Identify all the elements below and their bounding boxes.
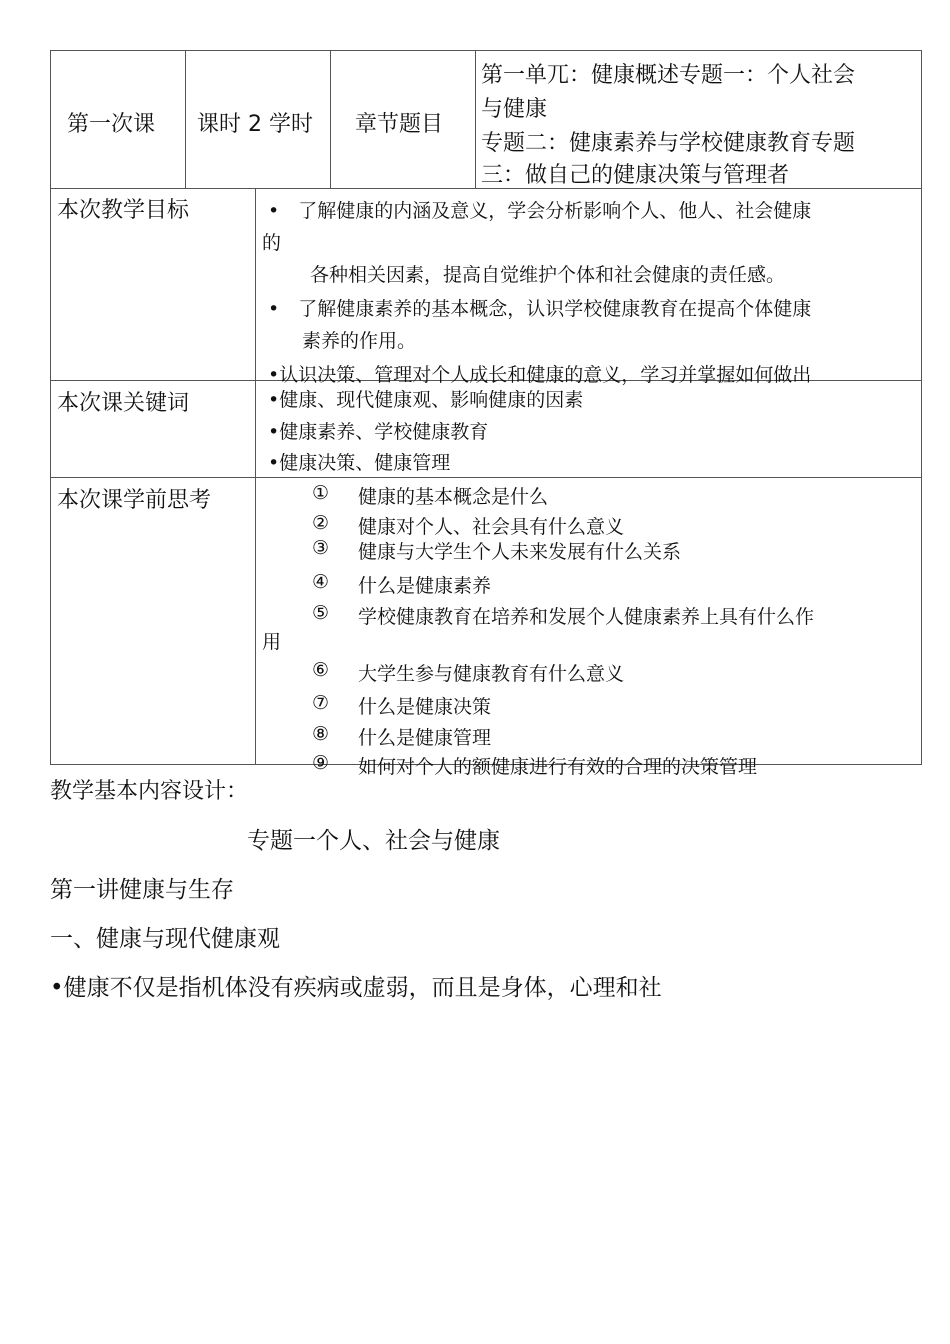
lecture-title: 第一讲健康与生存	[50, 877, 234, 903]
question-number: ④	[312, 571, 330, 593]
keyword-line: •健康决策、健康管理	[268, 452, 451, 474]
objectives-label: 本次教学目标	[57, 198, 190, 223]
topic-title: 专题一个人、社会与健康	[247, 828, 500, 854]
keywords-label: 本次课关键词	[57, 391, 190, 416]
table-divider-col2	[330, 50, 331, 188]
question-text: 什么是健康素养	[358, 575, 492, 597]
lesson-number: 第一次课	[67, 112, 156, 137]
question-number: ⑥	[312, 659, 330, 681]
question-text: 如何对个人的额健康进行有效的合理的决策管理	[358, 756, 758, 778]
chapter-title-line: 与健康	[481, 97, 548, 122]
table-divider-col3	[475, 50, 476, 188]
question-number: ⑨	[312, 752, 330, 774]
table-divider-col1	[185, 50, 186, 188]
keyword-line: •健康素养、学校健康教育	[268, 421, 489, 443]
chapter-label: 章节题目	[355, 112, 444, 137]
body-paragraph: •健康不仅是指机体没有疾病或虚弱，而且是身体，心理和社	[50, 975, 662, 1001]
question-number: ⑦	[312, 692, 330, 714]
question-text: 健康与大学生个人未来发展有什么关系	[358, 541, 682, 563]
objective-line: 的	[262, 232, 282, 254]
table-border-top	[50, 50, 922, 51]
objective-line: 素养的作用。	[302, 330, 417, 352]
question-text: 学校健康教育在培养和发展个人健康素养上具有什么作	[358, 606, 815, 628]
objective-line: • 了解健康素养的基本概念，认识学校健康教育在提高个体健康	[268, 298, 812, 320]
design-title: 教学基本内容设计：	[50, 779, 249, 804]
question-text: 健康对个人、社会具有什么意义	[358, 516, 625, 538]
question-wrap: 用	[262, 631, 282, 653]
chapter-title-line: 三：做自己的健康决策与管理者	[481, 163, 790, 188]
objective-line: • 了解健康的内涵及意义，学会分析影响个人、他人、社会健康	[268, 200, 812, 222]
question-number: ②	[312, 512, 330, 534]
lesson-hours: 课时 2 学时	[197, 112, 313, 137]
question-number: ③	[312, 537, 330, 559]
chapter-title-line: 专题二：健康素养与学校健康教育专题	[481, 131, 856, 156]
question-text: 什么是健康管理	[358, 727, 492, 749]
question-text: 大学生参与健康教育有什么意义	[358, 663, 625, 685]
keyword-line: •健康、现代健康观、影响健康的因素	[268, 389, 584, 411]
keywords-cell	[256, 381, 921, 477]
objective-line: 各种相关因素，提高自觉维护个体和社会健康的责任感。	[310, 264, 786, 286]
objectives-cell	[256, 189, 921, 386]
prethinking-label: 本次课学前思考	[57, 488, 212, 513]
chapter-title-line: 第一单兀：健康概述专题一：个人社会	[481, 63, 856, 88]
prethinking-cell	[256, 478, 921, 778]
objective-line: •认识决策、管理对个人成长和健康的意义，学习并掌握如何做出	[268, 364, 812, 386]
section-title: 一、健康与现代健康观	[50, 926, 280, 952]
table-border-right	[921, 50, 922, 765]
question-number: ①	[312, 482, 330, 504]
question-number: ⑧	[312, 723, 330, 745]
question-text: 什么是健康决策	[358, 696, 492, 718]
table-border-left	[50, 50, 51, 765]
question-number: ⑤	[312, 602, 330, 624]
question-text: 健康的基本概念是什么	[358, 486, 549, 508]
